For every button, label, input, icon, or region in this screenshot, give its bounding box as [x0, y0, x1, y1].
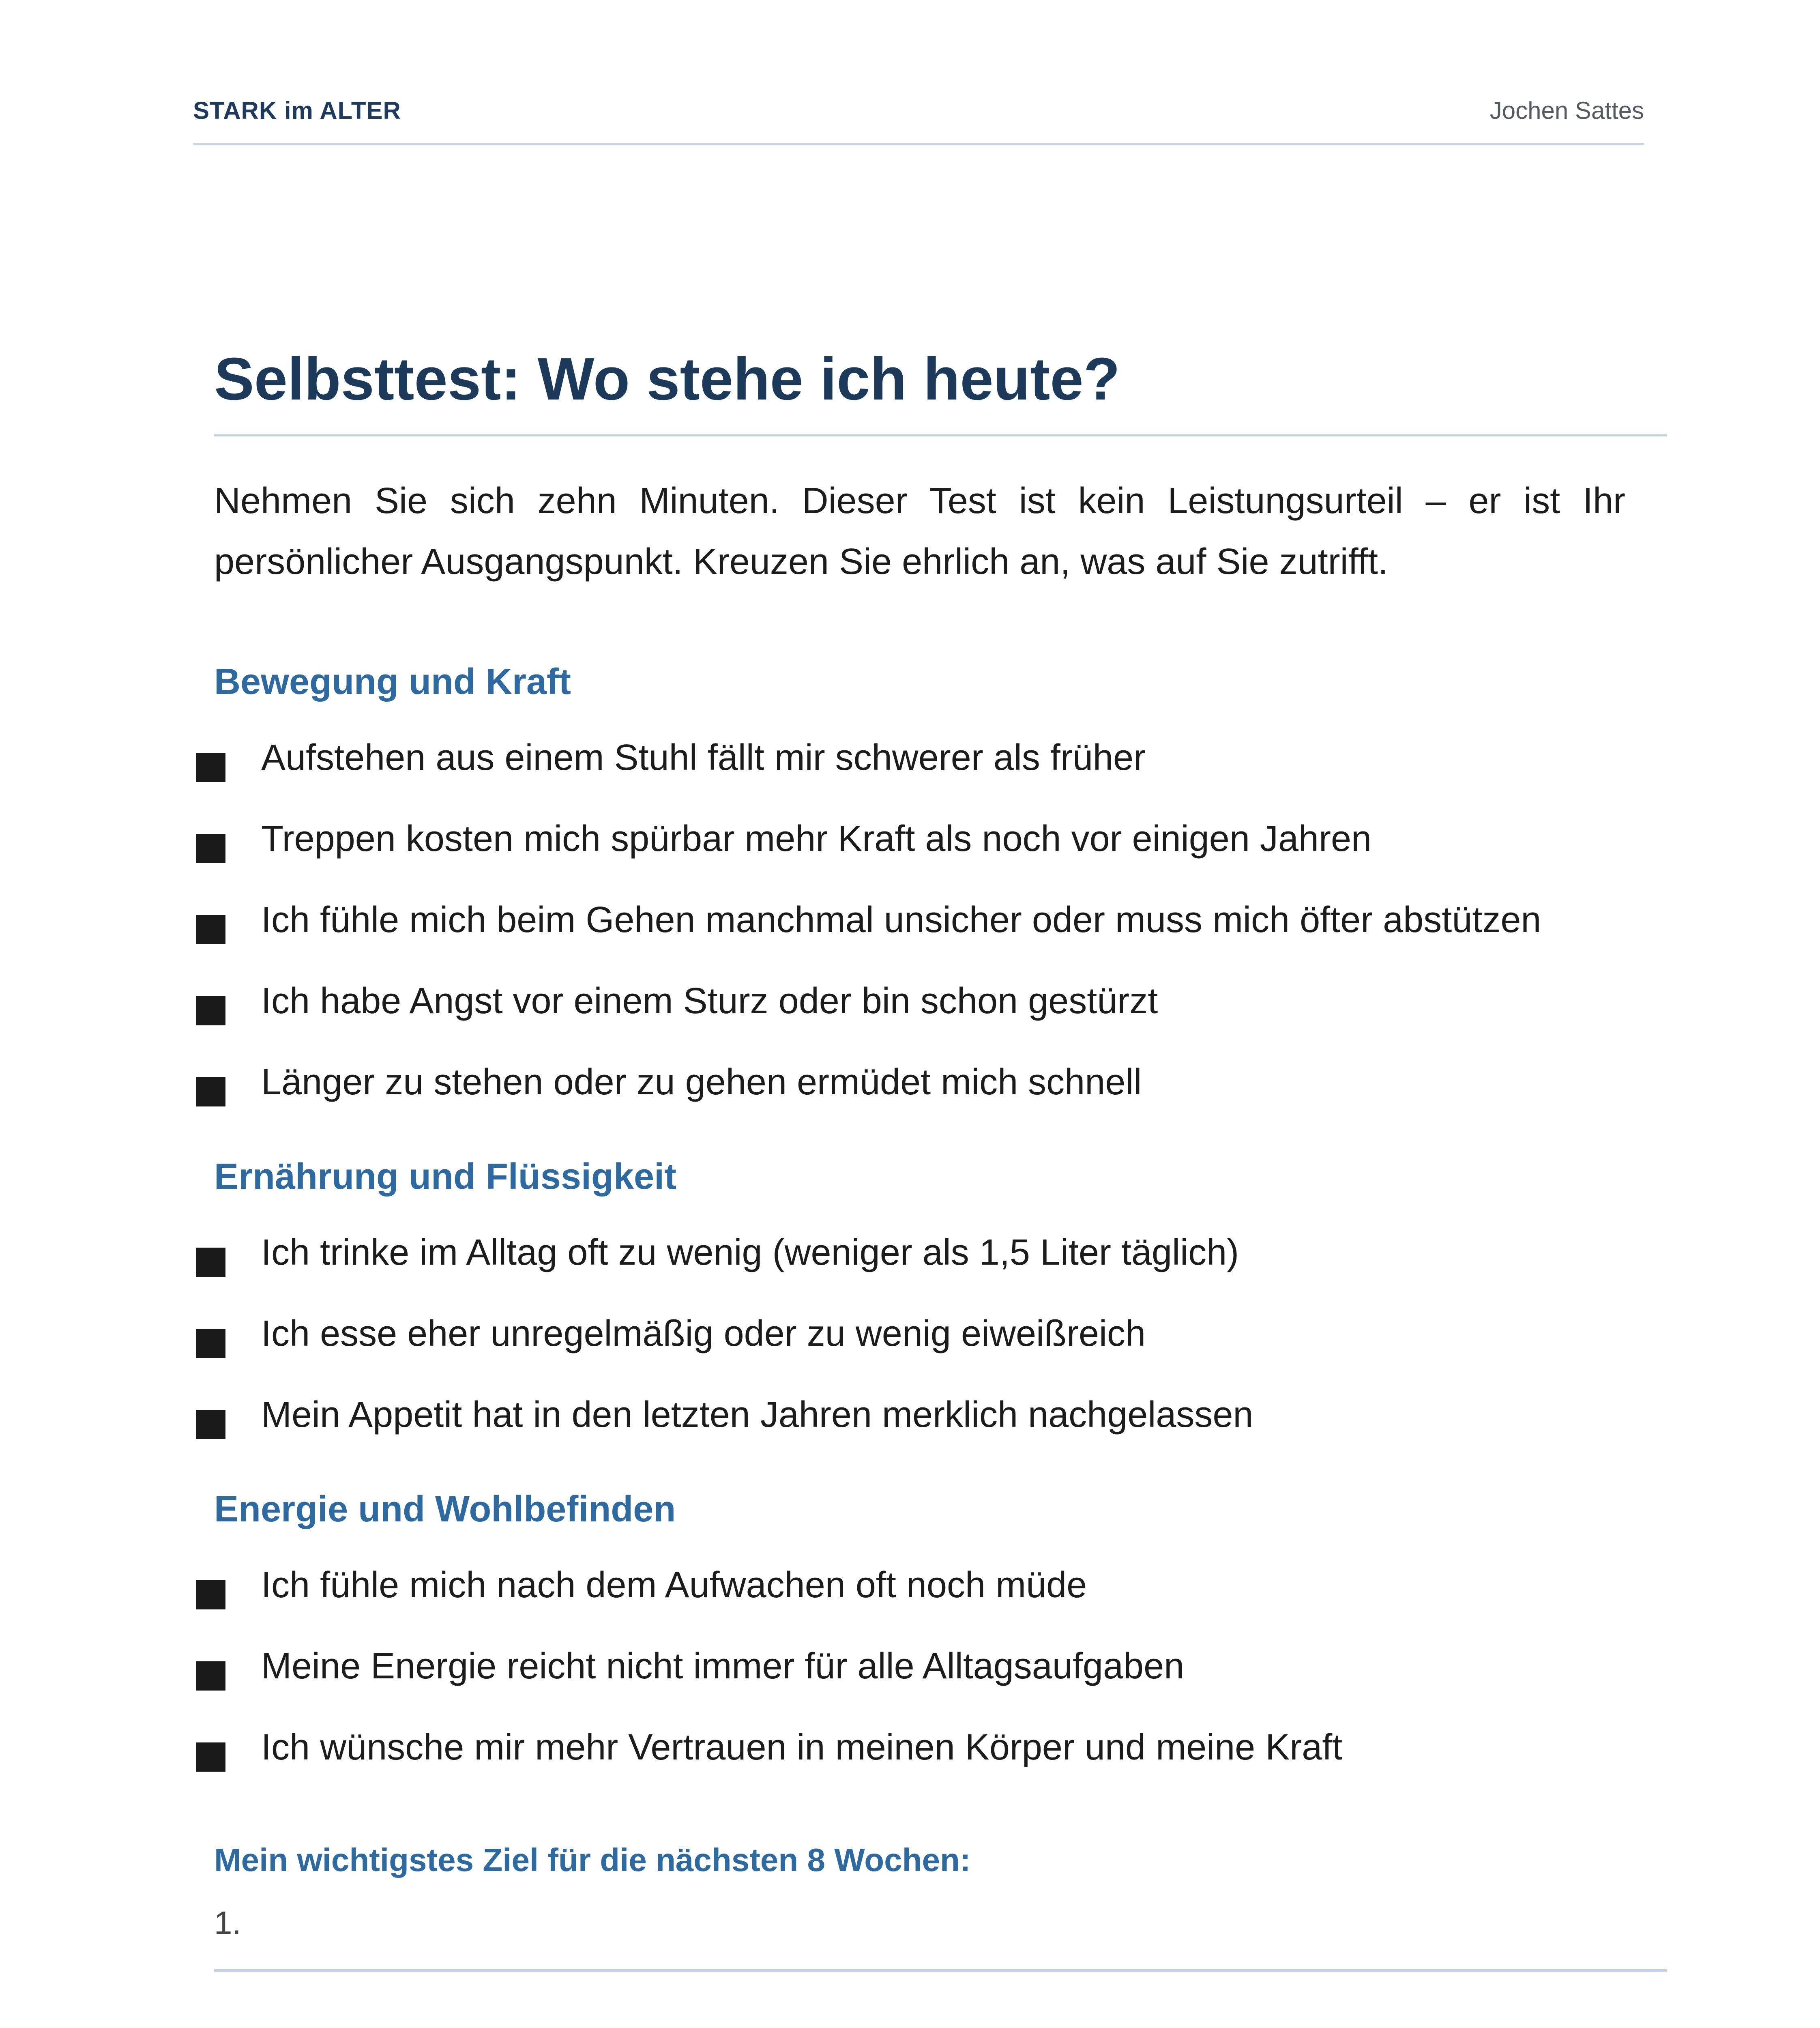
checkbox-icon[interactable] — [196, 1329, 225, 1358]
title-divider — [214, 434, 1667, 436]
checkbox-icon[interactable] — [196, 1410, 225, 1439]
checklist-item[interactable] — [196, 1723, 1656, 1776]
header-author: Jochen Sattes — [1489, 97, 1644, 124]
checklist-item-label: Ich esse eher unregelmäßig oder zu wenig eiweißreich — [261, 1313, 1146, 1354]
checklist-item[interactable] — [196, 977, 1656, 1029]
page-title: Selbsttest: Wo stehe ich heute? — [214, 346, 1120, 412]
checklist-item-label: Aufstehen aus einem Stuhl fällt mir schwerer als früher — [261, 737, 1146, 778]
checkbox-icon[interactable] — [196, 1742, 225, 1772]
checklist-item[interactable] — [196, 1309, 1656, 1362]
checklist-item-label: Ich wünsche mir mehr Vertrauen in meinen Körper und meine Kraft — [261, 1727, 1343, 1768]
checkbox-icon[interactable] — [196, 1077, 225, 1106]
checklist-item-label: Ich fühle mich nach dem Aufwachen oft noch müde — [261, 1565, 1087, 1605]
checklist-item[interactable] — [196, 896, 1656, 948]
goal-label-ziel: Mein wichtigstes Ziel für die nächsten 8 Wochen: — [214, 1842, 971, 1878]
checklist-item-label: Mein Appetit hat in den letzten Jahren merklich nachgelassen — [261, 1394, 1253, 1435]
checkbox-icon[interactable] — [196, 915, 225, 944]
checklist-item-label: Treppen kosten mich spürbar mehr Kraft als noch vor einigen Jahren — [261, 819, 1372, 859]
checklist-item[interactable] — [196, 1561, 1656, 1613]
checklist-item-label: Ich habe Angst vor einem Sturz oder bin schon gestürzt — [261, 981, 1158, 1021]
section-heading-ernaehrung: Ernährung und Flüssigkeit — [214, 1156, 677, 1197]
checkbox-icon[interactable] — [196, 834, 225, 863]
section-heading-energie: Energie und Wohlbefinden — [214, 1489, 676, 1530]
checklist-item[interactable] — [196, 733, 1656, 786]
checklist-item-label: Ich fühle mich beim Gehen manchmal unsicher oder muss mich öfter abstützen — [261, 900, 1541, 940]
checklist-item[interactable] — [196, 1642, 1656, 1695]
checkbox-icon[interactable] — [196, 1580, 225, 1609]
checkbox-icon[interactable] — [196, 753, 225, 782]
checkbox-icon[interactable] — [196, 1661, 225, 1691]
checklist-item[interactable] — [196, 814, 1656, 867]
checkbox-icon[interactable] — [196, 1248, 225, 1277]
goal-writing-line — [214, 1969, 1667, 1972]
checkbox-icon[interactable] — [196, 996, 225, 1025]
header-brand: STARK im ALTER — [193, 97, 401, 124]
checklist-item[interactable] — [196, 1228, 1656, 1281]
checklist-item-label: Meine Energie reicht nicht immer für alle Alltagsaufgaben — [261, 1646, 1185, 1686]
header-divider — [193, 143, 1644, 145]
checklist-item-label: Länger zu stehen oder zu gehen ermüdet mich schnell — [261, 1062, 1142, 1102]
section-heading-bewegung: Bewegung und Kraft — [214, 662, 571, 702]
goal-entry-ziel[interactable]: 1. — [214, 1905, 241, 1941]
checklist-item[interactable] — [196, 1058, 1656, 1111]
intro-paragraph: Nehmen Sie sich zehn Minuten. Dieser Test ist kein Leistungsurteil – er ist Ihr persönlicher Ausgangspunkt. Kreuzen Sie ehrlich an, was auf Sie zutrifft. — [214, 481, 1625, 582]
checklist-item-label: Ich trinke im Alltag oft zu wenig (weniger als 1,5 Liter täglich) — [261, 1232, 1239, 1273]
checklist-item[interactable] — [196, 1390, 1656, 1443]
